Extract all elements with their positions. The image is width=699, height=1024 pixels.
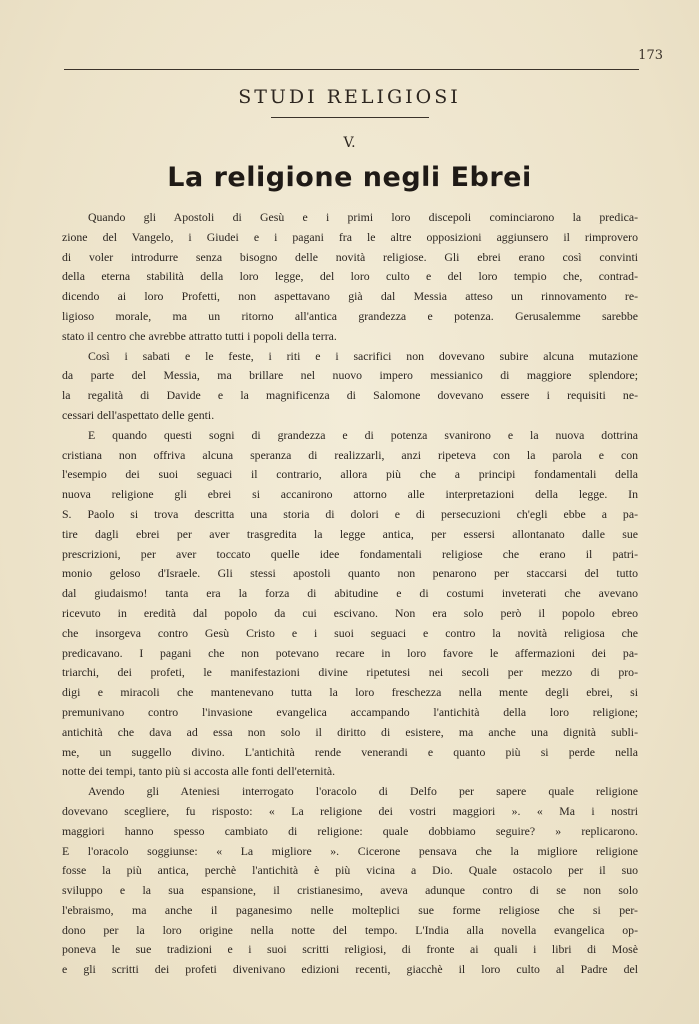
text-line: che insorgeva contro Gesù Cristo e i suoi seguaci e contro la novità religiosa che	[62, 625, 638, 640]
text-line: dono per la loro origine nella notte del tempo. L'India alla novella evangelica op-	[62, 922, 638, 937]
text-line: da parte del Messia, ma brillare nel nuovo impero messianico di maggiore splendore;	[62, 368, 638, 383]
text-line: Avendo gli Ateniesi interrogato l'oracolo di Delfo per sapere quale religione	[88, 784, 638, 799]
text-line: cristiana non offriva alcuna speranza di realizzarli, anzi ripeteva con la parola e con	[62, 447, 638, 462]
paragraph	[62, 208, 638, 347]
text-line: cessari dell'aspettato delle genti.	[62, 407, 215, 422]
text-line: S. Paolo si trova descritta una storia di dolori e di persecuzioni ch'egli ebbe a pa-	[62, 506, 638, 521]
text-line: Così i sabati e le feste, i riti e i sacrifici non dovevano subire alcuna mutazione	[88, 348, 638, 363]
text-line: zione del Vangelo, i Giudei e i pagani fra le altre opposizioni aggiunsero il rimprovero	[62, 229, 638, 244]
header-rule	[64, 69, 639, 70]
article-body	[62, 208, 638, 980]
page-number: 173	[638, 48, 663, 63]
article-title: La religione negli Ebrei	[167, 162, 532, 193]
text-line: poneva le sue tradizioni e i suoi scritti religiosi, di fronte ai quali i libri di Mosè	[62, 942, 638, 957]
paragraph	[62, 782, 638, 980]
section-title: STUDI RELIGIOSI	[238, 86, 461, 108]
text-line: triarchi, dei profeti, le manifestazioni divine ripetutesi nei secoli per mezzo di pro-	[62, 665, 638, 680]
chapter-number: V.	[343, 135, 356, 151]
text-line: dal giudaismo! tanta era la forza di abitudine e di costumi inveterati che avevano	[62, 586, 638, 601]
text-line: della eterna stabilità della loro legge, del loro culto e del loro tempio che, contrad-	[62, 269, 638, 284]
text-line: notte dei tempi, tanto più si accosta alle fonti dell'eternità.	[62, 764, 336, 779]
paragraph	[62, 347, 638, 426]
text-line: l'ebraismo, ma anche il paganesimo nelle molteplici sue forme religiose che si per-	[62, 902, 638, 917]
text-line: digi e miracoli che mantenevano tutta la loro freschezza nella mente degli ebrei, si	[62, 685, 638, 700]
text-line: E l'oracolo soggiunse: « La migliore ». Cicerone pensava che la migliore religione	[62, 843, 638, 858]
text-line: prescrizioni, per aver toccato quelle idee fondamentali religiose che erano il patri-	[62, 546, 638, 561]
text-line: premunivano contro l'invasione evangelica accampando l'antichità della loro religione;	[62, 704, 638, 719]
text-line: l'esempio dei suoi seguaci il contrario, allora più che a principi fondamentali della	[62, 467, 638, 482]
text-line: nuova religione gli ebrei si accanirono attorno alle interpretazioni della legge. In	[62, 487, 638, 502]
text-line: fosse la più antica, perchè l'antichità è più vicina a Dio. Quale ostacolo per il suo	[62, 863, 638, 878]
text-line: dovevano scegliere, fu risposto: « La religione dei vostri maggiori ». « Ma i nostri	[62, 803, 638, 818]
text-line: E quando questi sogni di grandezza e di potenza svanirono e la nuova dottrina	[88, 427, 638, 442]
text-line: maggiori hanno spesso cambiato di religione: quale dobbiamo seguire? » replicarono.	[62, 823, 638, 838]
text-line: di voler introdurre senza bisogno delle novità religiose. Gli ebrei erano così convinti	[62, 249, 638, 264]
text-line: tire dagli ebrei per aver trasgredita la legge antica, per essersi allontanato dalle sue	[62, 526, 638, 541]
text-line: monio geloso d'Israele. Gli stessi apostoli quanto non penarono per staccarsi del tutto	[62, 566, 638, 581]
text-line: me, un suggello divino. L'antichità rende venerandi e quanto più si perde nella	[62, 744, 638, 759]
text-line: ligioso morale, ma un ritorno all'antica grandezza e potenza. Gerusalemme sarebbe	[62, 308, 638, 323]
text-line: e gli scritti dei profeti divenivano edizioni recenti, giacchè il loro culto al Padre del	[62, 962, 638, 977]
text-line: dicendo ai loro Profetti, non aspettavano già dal Messia atteso un rinnovamento re-	[62, 289, 638, 304]
text-line: ricevuto in eredità dal popolo da cui escivano. Non era solo però il popolo ebreo	[62, 605, 638, 620]
text-line: antichità che dava ad essa non solo il diritto di esistere, ma anche una dignità subli-	[62, 724, 638, 739]
text-line: la regalità di Davide e la magnificenza di Salomone dovevano essere i requisiti ne-	[62, 388, 638, 403]
text-line: Quando gli Apostoli di Gesù e i primi loro discepoli cominciarono la predica-	[88, 210, 638, 224]
title-rule	[271, 117, 429, 118]
text-line: stato il centro che avrebbe attratto tutti i popoli della terra.	[62, 328, 337, 343]
text-line: predicavano. I pagani che non potevano recare in loro favore le affermazioni dei pa-	[62, 645, 638, 660]
text-line: sviluppo e la sua espansione, il cristianesimo, aveva adunque contro di se non solo	[62, 883, 638, 898]
paragraph	[62, 426, 638, 782]
